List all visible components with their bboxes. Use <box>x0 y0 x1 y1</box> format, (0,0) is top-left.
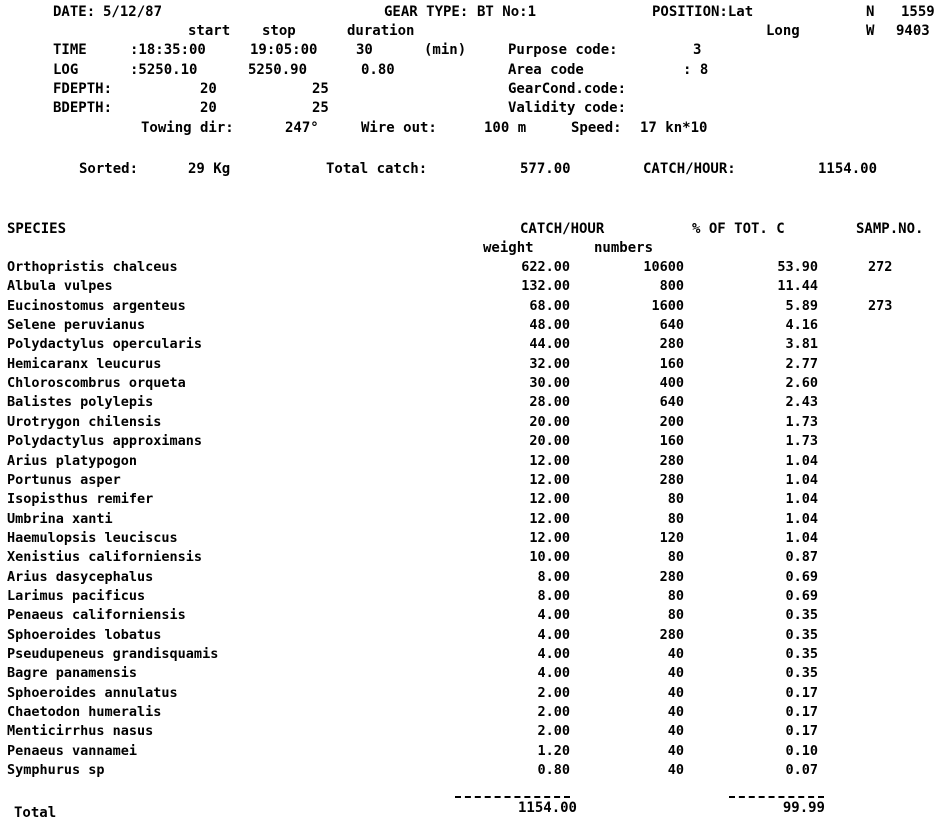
pct-value: 1.04 <box>785 529 818 546</box>
weight-value: 12.00 <box>529 491 570 508</box>
pct-value: 0.07 <box>785 762 818 779</box>
towing-label: Towing dir: <box>141 120 234 136</box>
numbers-value: 40 <box>667 646 684 662</box>
pct-value: 0.17 <box>785 684 818 701</box>
speed-value: 17 kn*10 <box>640 120 708 136</box>
numbers-value: 40 <box>667 704 684 721</box>
gear-type-value: BT No:1 <box>477 4 537 20</box>
weight-value: 12.00 <box>529 471 570 488</box>
pct-value: 4.16 <box>785 317 818 334</box>
weight-value: 12.00 <box>529 452 570 469</box>
pct-value: 53.90 <box>777 259 818 275</box>
samp-value: 273 <box>868 297 893 314</box>
stop-label: stop <box>262 23 296 39</box>
fdepth-start: 20 <box>200 81 217 97</box>
species-name: Penaeus californiensis <box>7 607 186 624</box>
sub-numbers-header: numbers <box>594 240 654 256</box>
numbers-value: 800 <box>659 278 684 295</box>
numbers-value: 160 <box>659 355 684 372</box>
weight-value: 12.00 <box>529 510 570 527</box>
weight-value: 20.00 <box>529 433 570 450</box>
weight-value: 4.00 <box>537 607 570 624</box>
species-name: Balistes polylepis <box>7 394 154 411</box>
numbers-value: 10600 <box>643 259 684 275</box>
pct-value: 1.73 <box>785 413 818 430</box>
numbers-value: 400 <box>659 375 684 392</box>
weight-value: 2.00 <box>537 704 570 721</box>
pct-value: 0.35 <box>785 665 818 682</box>
species-name: Selene peruvianus <box>7 317 146 334</box>
weight-value: 4.00 <box>537 665 570 682</box>
lat-hemisphere: N <box>866 4 875 20</box>
long-hemisphere: W <box>866 23 875 39</box>
pct-value: 1.73 <box>785 433 818 450</box>
species-name: Orthopristis chalceus <box>7 259 178 275</box>
pct-value: 0.35 <box>785 646 818 662</box>
log-start: :5250.10 <box>130 62 198 78</box>
pct-value: 0.17 <box>785 723 818 740</box>
gearcond-label: GearCond.code: <box>508 81 627 97</box>
date-label: DATE: <box>53 4 96 20</box>
area-label: Area code <box>508 62 584 78</box>
weight-value: 48.00 <box>529 317 570 334</box>
numbers-value: 160 <box>659 433 684 450</box>
weight-value: 10.00 <box>529 549 570 566</box>
species-name: Polydactylus approximans <box>7 433 203 450</box>
numbers-value: 40 <box>667 684 684 701</box>
species-name: Larimus pacificus <box>7 587 146 604</box>
fdepth-stop: 25 <box>312 81 329 97</box>
total-catch-value: 577.00 <box>520 161 571 177</box>
numbers-value: 80 <box>667 607 684 624</box>
catch-hour-label: CATCH/HOUR: <box>643 161 736 177</box>
pct-value: 0.35 <box>785 626 818 643</box>
gear-type-label: GEAR TYPE: <box>384 4 469 20</box>
numbers-value: 40 <box>667 723 684 740</box>
numbers-value: 1600 <box>651 297 684 314</box>
lat-value: 1559 <box>901 4 935 20</box>
log-label: LOG <box>53 62 79 78</box>
samp-value: 272 <box>868 259 893 275</box>
numbers-value: 640 <box>659 394 684 411</box>
long-label: Long <box>766 23 800 39</box>
pct-value: 0.69 <box>785 587 818 604</box>
col-samp-header: SAMP.NO. <box>856 221 924 237</box>
weight-value: 2.00 <box>537 684 570 701</box>
weight-value: 1.20 <box>537 742 570 759</box>
weight-value: 30.00 <box>529 375 570 392</box>
numbers-value: 280 <box>659 568 684 585</box>
species-name: Isopisthus remifer <box>7 491 154 508</box>
species-name: Xenistius californiensis <box>7 549 203 566</box>
fdepth-label: FDEPTH: <box>53 81 113 97</box>
species-name: Umbrina xanti <box>7 510 113 527</box>
numbers-value: 80 <box>667 491 684 508</box>
weight-value: 44.00 <box>529 336 570 353</box>
numbers-value: 280 <box>659 626 684 643</box>
pct-value: 0.17 <box>785 704 818 721</box>
pct-value: 1.04 <box>785 471 818 488</box>
pct-value: 0.10 <box>785 742 818 759</box>
species-name: Bagre panamensis <box>7 665 138 682</box>
weight-value: 4.00 <box>537 646 570 662</box>
species-name: Haemulopsis leuciscus <box>7 529 178 546</box>
bdepth-label: BDEPTH: <box>53 100 113 116</box>
numbers-value: 280 <box>659 452 684 469</box>
species-name: Pseudupeneus grandisquamis <box>7 646 219 662</box>
towing-value: 247° <box>285 120 319 136</box>
duration-value: 30 <box>356 42 373 58</box>
numbers-value: 640 <box>659 317 684 334</box>
pct-value: 0.69 <box>785 568 818 585</box>
position-label: POSITION:Lat <box>652 4 754 20</box>
sub-weight-header: weight <box>483 240 534 256</box>
pct-value: 2.43 <box>785 394 818 411</box>
numbers-value: 280 <box>659 471 684 488</box>
sorted-label: Sorted: <box>79 161 139 177</box>
pct-value: 2.77 <box>785 355 818 372</box>
purpose-label: Purpose code: <box>508 42 618 58</box>
species-name: Penaeus vannamei <box>7 742 138 759</box>
pct-value: 1.04 <box>785 491 818 508</box>
weight-value: 0.80 <box>537 762 570 779</box>
species-name: Chaetodon humeralis <box>7 704 162 721</box>
total-pct-underline <box>729 796 824 798</box>
weight-value: 8.00 <box>537 587 570 604</box>
purpose-value: 3 <box>693 42 702 58</box>
start-label: start <box>188 23 231 39</box>
numbers-value: 280 <box>659 336 684 353</box>
numbers-value: 40 <box>667 665 684 682</box>
pct-value: 11.44 <box>777 278 818 295</box>
species-name: Arius platypogon <box>7 452 138 469</box>
species-name: Sphoeroides annulatus <box>7 684 178 701</box>
catch-hour-value: 1154.00 <box>818 161 878 177</box>
species-name: Urotrygon chilensis <box>7 413 162 430</box>
weight-value: 28.00 <box>529 394 570 411</box>
weight-value: 20.00 <box>529 413 570 430</box>
pct-value: 5.89 <box>785 297 818 314</box>
total-catch-label: Total catch: <box>326 161 428 177</box>
pct-value: 0.87 <box>785 549 818 566</box>
pct-value: 0.35 <box>785 607 818 624</box>
total-pct: 99.99 <box>782 800 825 816</box>
log-diff: 0.80 <box>361 62 395 78</box>
wire-label: Wire out: <box>361 120 437 136</box>
col-pct-header: % OF TOT. C <box>692 221 785 237</box>
weight-value: 32.00 <box>529 355 570 372</box>
log-stop: 5250.90 <box>248 62 308 78</box>
time-start: :18:35:00 <box>130 42 206 58</box>
validity-label: Validity code: <box>508 100 627 116</box>
species-name: Eucinostomus argenteus <box>7 297 186 314</box>
weight-value: 68.00 <box>529 297 570 314</box>
duration-label: duration <box>347 23 415 39</box>
bdepth-start: 20 <box>200 100 217 116</box>
time-label: TIME <box>53 42 87 58</box>
bdepth-stop: 25 <box>312 100 329 116</box>
weight-value: 622.00 <box>521 259 570 275</box>
speed-label: Speed: <box>571 120 622 136</box>
wire-value: 100 m <box>484 120 527 136</box>
weight-value: 132.00 <box>521 278 570 295</box>
species-name: Polydactylus opercularis <box>7 336 203 353</box>
pct-value: 1.04 <box>785 510 818 527</box>
sorted-value: 29 Kg <box>188 161 231 177</box>
numbers-value: 40 <box>667 762 684 779</box>
long-value: 9403 <box>896 23 930 39</box>
col-catch-hour-header: CATCH/HOUR <box>520 221 605 237</box>
numbers-value: 40 <box>667 742 684 759</box>
weight-value: 2.00 <box>537 723 570 740</box>
species-name: Arius dasycephalus <box>7 568 154 585</box>
duration-unit: (min) <box>424 42 467 58</box>
pct-value: 2.60 <box>785 375 818 392</box>
pct-value: 1.04 <box>785 452 818 469</box>
pct-value: 3.81 <box>785 336 818 353</box>
numbers-value: 80 <box>667 587 684 604</box>
total-label: Total <box>14 805 57 821</box>
numbers-value: 200 <box>659 413 684 430</box>
date-value: 5/12/87 <box>103 4 163 20</box>
weight-value: 4.00 <box>537 626 570 643</box>
species-name: Menticirrhus nasus <box>7 723 154 740</box>
species-name: Chloroscombrus orqueta <box>7 375 186 392</box>
total-weight-underline <box>455 796 570 798</box>
species-name: Sphoeroides lobatus <box>7 626 162 643</box>
weight-value: 8.00 <box>537 568 570 585</box>
species-name: Albula vulpes <box>7 278 113 295</box>
numbers-value: 80 <box>667 549 684 566</box>
numbers-value: 80 <box>667 510 684 527</box>
species-name: Hemicaranx leucurus <box>7 355 162 372</box>
species-name: Portunus asper <box>7 471 121 488</box>
time-stop: 19:05:00 <box>250 42 318 58</box>
total-weight: 1154.00 <box>517 800 577 816</box>
weight-value: 12.00 <box>529 529 570 546</box>
species-name: Symphurus sp <box>7 762 105 779</box>
area-value: : 8 <box>683 62 709 78</box>
numbers-value: 120 <box>659 529 684 546</box>
col-species-header: SPECIES <box>7 221 67 237</box>
